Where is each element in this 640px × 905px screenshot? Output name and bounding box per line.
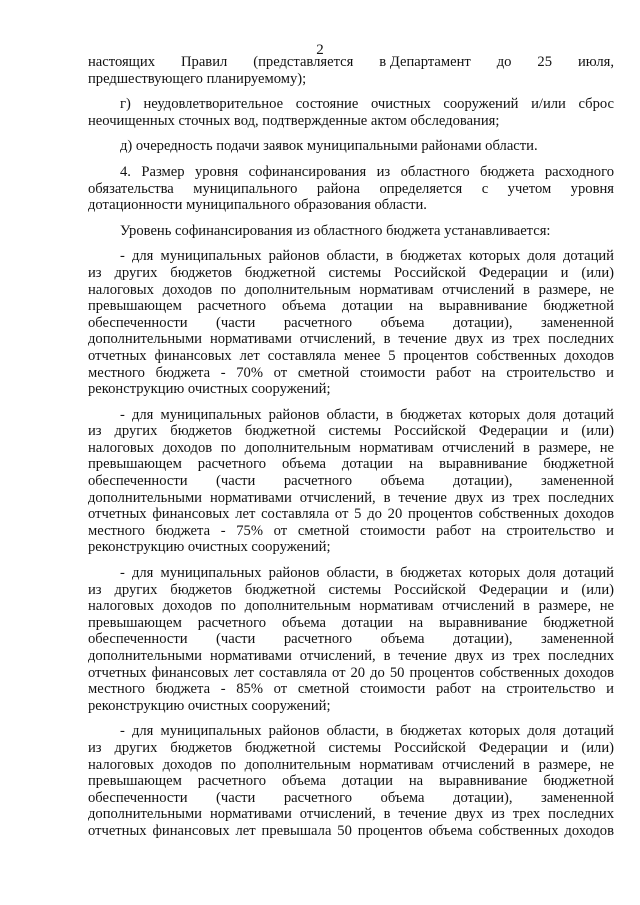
text-line: Уровень софинансирования из областного бюджета устанавливается: xyxy=(120,222,551,239)
paragraph-item-g xyxy=(88,96,614,129)
text-line: обязательства муниципального района определяется с учетом уровня xyxy=(88,180,614,197)
text-line: дополнительными нормативами отчислений, в течение двух из трех последних xyxy=(88,331,614,348)
text-line: дотационности муниципального образования области. xyxy=(88,197,427,214)
text-line xyxy=(88,54,614,71)
paragraph-section-4 xyxy=(88,164,614,214)
text-line: обеспеченности (части расчетного объема дотации), замененной xyxy=(88,473,614,490)
text-line: дополнительными нормативами отчислений, в течение двух из трех последних xyxy=(88,648,614,664)
word: 25 xyxy=(537,54,553,70)
text-line: предшествующего планируемому); xyxy=(88,70,307,87)
text-line: налоговых доходов по дополнительным нормативам отчислений в размере, не xyxy=(88,439,614,456)
text-line: реконструкцию очистных сооружений; xyxy=(88,697,331,714)
word: (представляется xyxy=(253,54,354,70)
list-item-cofinancing-over-50 xyxy=(88,723,614,839)
text-line: - для муниципальных районов области, в бюджетах которых доля дотаций xyxy=(120,406,614,423)
word: в Департамент xyxy=(379,54,471,70)
text-line: превышающем расчетного объема дотации на выравнивание бюджетной xyxy=(88,614,614,631)
text-line: отчетных финансовых лет превышала 50 процентов объема собственных доходов xyxy=(88,822,614,839)
text-line: отчетных финансовых лет составляла от 20 до 50 процентов собственных доходов xyxy=(88,664,614,681)
list-item-cofinancing-70 xyxy=(88,248,614,397)
text-line: дополнительными нормативами отчислений, в течение двух из трех последних xyxy=(88,489,614,506)
text-line: превышающем расчетного объема дотации на выравнивание бюджетной xyxy=(88,456,614,473)
text-line: 4. Размер уровня софинансирования из областного бюджета расходного xyxy=(120,163,614,180)
text-line: обеспеченности (части расчетного объема дотации), замененной xyxy=(88,789,614,806)
text-line: отчетных финансовых лет составляла от 5 до 20 процентов собственных доходов xyxy=(88,506,614,523)
text-line: из других бюджетов бюджетной системы Российской Федерации и (или) xyxy=(88,739,614,756)
text-line: - для муниципальных районов области, в бюджетах которых доля дотаций xyxy=(120,248,614,265)
list-item-cofinancing-85 xyxy=(88,565,614,714)
text-line: реконструкцию очистных сооружений; xyxy=(88,539,331,556)
text-line: превышающем расчетного объема дотации на выравнивание бюджетной xyxy=(88,773,614,790)
text-line: налоговых доходов по дополнительным нормативам отчислений в размере, не xyxy=(88,281,614,298)
paragraph-cofinancing-intro xyxy=(88,223,614,240)
word: Правил xyxy=(180,54,228,70)
text-line: из других бюджетов бюджетной системы Российской Федерации и (или) xyxy=(88,581,614,598)
text-line: превышающем расчетного объема дотации на выравнивание бюджетной xyxy=(88,298,614,315)
text-line: неочищенных сточных вод, подтвержденные актом обследования; xyxy=(88,112,500,129)
text-line: реконструкцию очистных сооружений; xyxy=(88,381,331,398)
text-line: местного бюджета - 75% от сметной стоимости работ на строительство и xyxy=(88,522,614,539)
text-line: отчетных финансовых лет составляла менее 5 процентов собственных доходов xyxy=(88,347,614,364)
word: до xyxy=(496,54,512,70)
text-line: дополнительными нормативами отчислений, в течение двух из трех последних xyxy=(88,806,614,823)
text-line: - для муниципальных районов области, в бюджетах которых доля дотаций xyxy=(120,565,614,582)
text-line: г) неудовлетворительное состояние очистных сооружений и/или сброс xyxy=(120,96,614,113)
text-line: из других бюджетов бюджетной системы Российской Федерации и (или) xyxy=(88,264,614,281)
word: июля, xyxy=(577,54,614,70)
text-line: налоговых доходов по дополнительным нормативам отчислений в размере, не xyxy=(88,756,614,773)
list-item-cofinancing-75 xyxy=(88,407,614,556)
word: настоящих xyxy=(88,54,156,70)
text-line: - для муниципальных районов области, в бюджетах которых доля дотаций xyxy=(120,723,614,740)
paragraph-rules-continuation xyxy=(88,54,614,87)
text-line: обеспеченности (части расчетного объема дотации), замененной xyxy=(88,631,614,648)
text-line: местного бюджета - 70% от сметной стоимости работ на строительство и xyxy=(88,364,614,381)
text-line: д) очередность подачи заявок муниципальными районами области. xyxy=(120,138,538,155)
text-line: из других бюджетов бюджетной системы Российской Федерации и (или) xyxy=(88,423,614,440)
text-line: налоговых доходов по дополнительным нормативам отчислений в размере, не xyxy=(88,598,614,615)
page-number: 2 xyxy=(316,42,324,58)
text-line: обеспеченности (части расчетного объема дотации), замененной xyxy=(88,314,614,331)
paragraph-item-d xyxy=(88,138,614,155)
text-line: местного бюджета - 85% от сметной стоимости работ на строительство и xyxy=(88,681,614,698)
document-body xyxy=(88,54,614,840)
